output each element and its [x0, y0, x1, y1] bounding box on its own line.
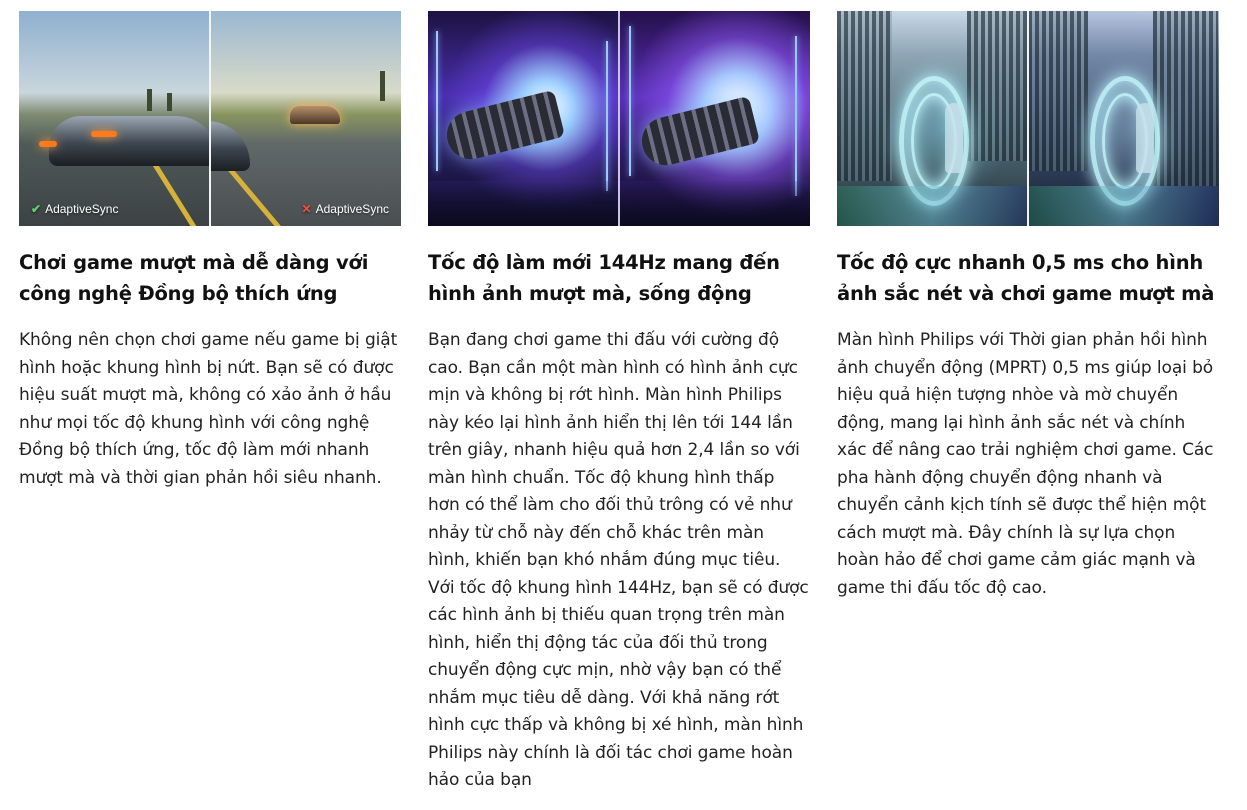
tree — [167, 93, 172, 111]
glow-floor — [1028, 186, 1219, 226]
spaceship — [442, 90, 565, 164]
building — [967, 11, 1027, 161]
feature-description: Không nên chọn chơi game nếu game bị giật hình hoặc khung hình bị nứt. Bạn sẽ có được hiệu suất mượt mà, không có xảo ảnh ở hầu như mọi tốc độ khung hình với công nghệ Đồng bộ thích ứng, tốc độ làm mới nhanh mượt mà và thời gian phản hồi siêu nhanh. — [19, 330, 398, 488]
image-with-adaptive-sync — [19, 11, 210, 226]
image-portal-left — [837, 11, 1028, 226]
tree — [380, 71, 385, 101]
image-neon-left — [428, 11, 619, 226]
feature-card-adaptive-sync — [19, 11, 401, 801]
neon-floor — [619, 181, 810, 226]
comparison-divider — [618, 11, 620, 226]
comparison-image-144hz — [428, 11, 810, 226]
character-figure — [1136, 103, 1154, 173]
tree — [147, 89, 152, 111]
comparison-divider — [1027, 11, 1029, 226]
building — [1028, 11, 1088, 171]
image-without-adaptive-sync — [210, 11, 401, 226]
feature-description: Bạn đang chơi game thi đấu với cường độ cao. Bạn cần một màn hình có hình ảnh cực mịn và không bị rớt hình. Màn hình Philips này kéo lại hình ảnh hiển thị lên tới 144 lần trên giây, nhanh hiệu quả hơn 2,4 lần so với màn hình chuẩn. Tốc độ khung hình thấp hơn có thể làm cho đối thủ trông có vẻ như nhảy từ chỗ này đến chỗ khác trên màn hình, khiến bạn khó nhắm đúng mục tiêu. Với tốc độ khung hình 144Hz, bạn sẽ có được các hình ảnh bị thiếu quan trọng trên màn hình, hiển thị động tác của đối thủ trong chuyển động cực mịn, nhờ vậy bạn có thể nhắm mục tiêu dễ dàng. Với khả năng rớt hình cực thấp và không bị xé hình, màn hình Philips này chính là đối tác chơi game hoàn hảo của bạn — [428, 330, 809, 790]
feature-title: Chơi game mượt mà dễ dàng với công nghệ Đồng bộ thích ứng — [19, 251, 369, 305]
race-car — [49, 116, 210, 166]
neon-light — [436, 31, 438, 171]
character-figure — [945, 103, 963, 173]
building — [837, 11, 892, 181]
cross-icon: ✕ — [301, 202, 312, 216]
comparison-image-05ms — [837, 11, 1219, 226]
neon-light — [629, 26, 631, 176]
image-portal-right — [1028, 11, 1219, 226]
adaptive-sync-off-label — [302, 202, 389, 216]
feature-card-05ms — [837, 11, 1219, 801]
adaptive-sync-on-text: AdaptiveSync — [45, 202, 119, 216]
race-car — [210, 121, 250, 171]
glow-floor — [837, 186, 1028, 226]
feature-grid — [19, 11, 1219, 801]
check-icon: ✔ — [31, 202, 42, 216]
building — [1153, 11, 1218, 186]
feature-title: Tốc độ làm mới 144Hz mang đến hình ảnh mượt mà, sống động — [428, 251, 780, 305]
feature-title: Tốc độ cực nhanh 0,5 ms cho hình ảnh sắc nét và chơi game mượt mà — [837, 251, 1215, 305]
adaptive-sync-off-text: AdaptiveSync — [315, 202, 389, 216]
rival-car — [290, 106, 340, 124]
comparison-divider — [209, 11, 211, 226]
adaptive-sync-on-label — [31, 202, 118, 216]
neon-floor — [428, 181, 619, 226]
feature-card-144hz — [428, 11, 810, 801]
neon-light — [795, 36, 797, 196]
comparison-image-adaptive-sync — [19, 11, 401, 226]
image-neon-right — [619, 11, 810, 226]
car-taillight — [39, 141, 57, 147]
neon-light — [606, 41, 608, 191]
spaceship — [637, 96, 760, 170]
car-taillight — [91, 131, 117, 137]
feature-description: Màn hình Philips với Thời gian phản hồi hình ảnh chuyển động (MPRT) 0,5 ms giúp loại bỏ hiệu quả hiện tượng nhòe và mờ chuyển động, mang lại hình ảnh sắc nét và chính xác để nâng cao trải nghiệm chơi game. Các pha hành động chuyển động nhanh và chuyển cảnh kịch tính sẽ được thể hiện một cách mượt mà. Đây chính là sự lựa chọn hoàn hảo để chơi game cảm giác mạnh và game thi đấu tốc độ cao. — [837, 330, 1214, 598]
